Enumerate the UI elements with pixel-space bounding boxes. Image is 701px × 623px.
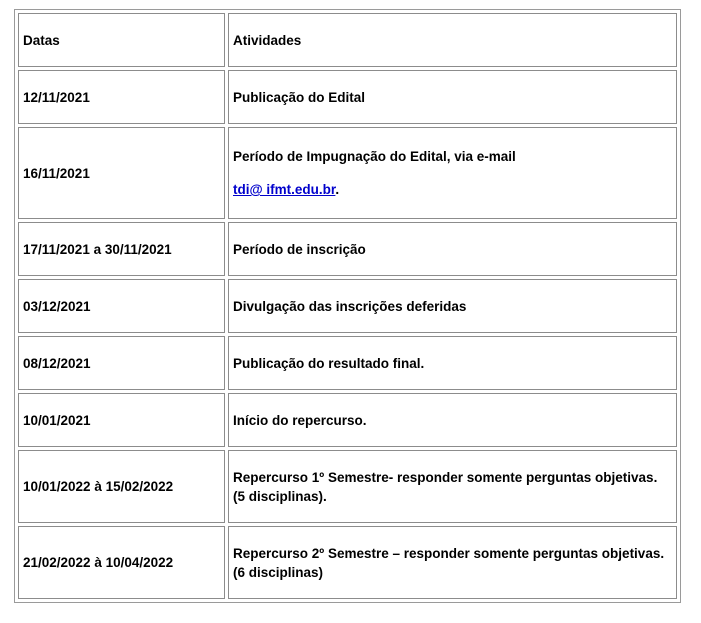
date-cell	[18, 526, 225, 599]
activity-text: Repercurso 1º Semestre- responder somente perguntas objetivas.	[233, 469, 658, 485]
activity-text: Início do repercurso.	[233, 412, 367, 428]
date-cell	[18, 393, 225, 447]
activity-cell	[228, 450, 677, 523]
date-cell	[18, 279, 225, 333]
table-row	[18, 450, 677, 523]
table-row	[18, 127, 677, 219]
activity-text: Publicação do resultado final.	[233, 355, 425, 371]
activity-cell	[228, 127, 677, 219]
table-row	[18, 393, 677, 447]
date-text: 10/01/2021	[23, 412, 91, 428]
table-row	[18, 526, 677, 599]
date-text: 10/01/2022 à 15/02/2022	[23, 479, 174, 494]
activity-text: Publicação do Edital	[233, 89, 366, 105]
email-link[interactable]: tdi@ ifmt.edu.br	[233, 182, 336, 197]
activity-cell	[228, 336, 677, 390]
activity-text: Período de Impugnação do Edital, via e-mail	[233, 149, 516, 164]
activity-cell	[228, 526, 677, 599]
date-cell	[18, 127, 225, 219]
schedule-table	[14, 9, 681, 603]
activity-text: Repercurso 2º Semestre – responder somente perguntas objetivas.	[233, 545, 665, 561]
header-datas-label: Datas	[23, 32, 60, 48]
activity-text: Período de inscrição	[233, 241, 366, 257]
activity-cell	[228, 393, 677, 447]
header-cell-atividades	[228, 13, 677, 67]
activity-cell	[228, 279, 677, 333]
email-suffix: .	[335, 182, 340, 197]
date-text: 16/11/2021	[23, 165, 90, 181]
date-text: 03/12/2021	[23, 298, 91, 314]
table-row	[18, 70, 677, 124]
date-cell	[18, 450, 225, 523]
date-text: 08/12/2021	[23, 355, 91, 371]
activity-text: Divulgação das inscrições deferidas	[233, 298, 467, 314]
date-text: 21/02/2022 à 10/04/2022	[23, 555, 174, 570]
activity-cell	[228, 222, 677, 276]
activity-text-line2: (6 disciplinas)	[233, 564, 324, 580]
date-text: 12/11/2021	[23, 89, 90, 105]
header-atividades-label: Atividades	[233, 32, 302, 48]
table-row	[18, 279, 677, 333]
date-cell	[18, 336, 225, 390]
date-text: 17/11/2021 a 30/11/2021	[23, 241, 172, 257]
table-header-row	[18, 13, 677, 67]
activity-cell	[228, 70, 677, 124]
table-row	[18, 336, 677, 390]
table-row	[18, 222, 677, 276]
email-line	[233, 180, 672, 199]
date-cell	[18, 70, 225, 124]
date-cell	[18, 222, 225, 276]
activity-text-line2: (5 disciplinas).	[233, 488, 327, 504]
header-cell-datas	[18, 13, 225, 67]
